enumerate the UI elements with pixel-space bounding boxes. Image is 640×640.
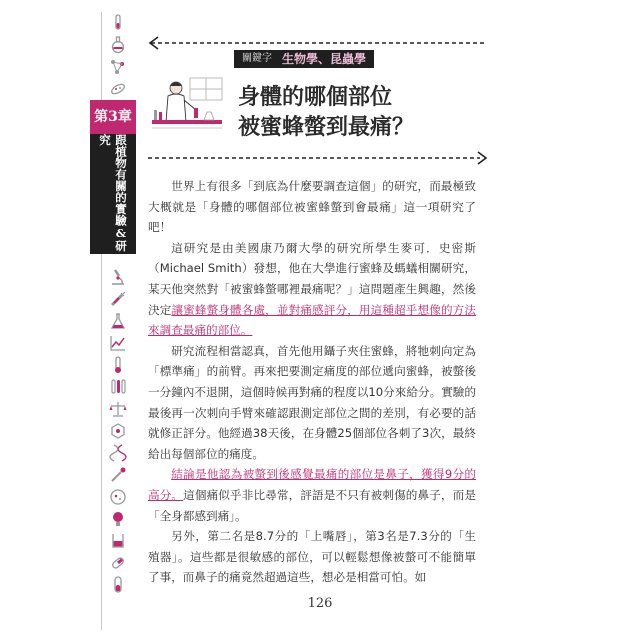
pipette-icon (109, 466, 127, 484)
top-arrow-divider (148, 36, 488, 50)
paragraph: 世界上有很多「到底為什麼要調查這個」的研究，而最極致大概就是「身體的哪個部位被蜜蜂螫到會最痛」這一項研究了吧！ (148, 179, 476, 235)
dna-icon (109, 444, 127, 462)
bottom-arrow-divider (146, 151, 488, 165)
highlighted-text: 讓蜜蜂螫身體各處，並對痛感評分，用這種超乎想像的方法來調查最痛的部位。 (148, 302, 476, 338)
page-number: 126 (307, 596, 333, 611)
paragraph: 研究流程相當認真，首先他用鑷子夾住蜜蜂，將牠刺向定為「標準痛」的前臂。再來把要測定痛度的部位遞向蜜蜂，被螫後一分鐘內不退開，這個時候再對痛的程度以10分來給分。實驗的最後再一次刺向手臂來確認跟測定部位之間的差別，有必要的話就修正評分。他經過38天後，在身體25個部位各刺了3次，最終給出每個部位的痛度。 (148, 343, 476, 461)
microscope-icon (109, 268, 127, 286)
syringe-icon (109, 290, 127, 308)
test-tube-icon (109, 576, 127, 594)
keyword-box (234, 50, 374, 68)
article-body (148, 176, 476, 588)
paragraph: 另外，第二名是8.7分的「上嘴唇」，第3名是7.3分的「生殖器」。這些都是很敏感的部位，可以輕鬆想像被螫可不能簡單了事，而鼻子的痛竟然超過這些，想必是相當可怕。如 (148, 529, 476, 585)
chapter-label: 第3章 (90, 100, 136, 134)
flask-icon (109, 36, 127, 54)
molecule-icon (109, 58, 127, 76)
keyword-value: 生物學、昆蟲學 (282, 52, 367, 66)
beaker-icon (109, 532, 127, 550)
scale-icon (109, 400, 127, 418)
highlighted-text: 結論是他認為被螫到後感覺最痛的部位是鼻子，獲得9分的高分。 (148, 467, 476, 502)
scientist-illustration (146, 76, 226, 138)
title-line-2: 被蜜蜂螫到最痛？ (238, 114, 415, 140)
test-tube-icon (109, 14, 127, 32)
molecule-icon (109, 422, 127, 440)
pill-icon (109, 554, 127, 572)
chapter-title: 跟植物有關的實驗&研究 (90, 134, 136, 254)
paragraph: 結論是他認為被螫到後感覺最痛的部位是鼻子，獲得9分的高分。這個痛似乎非比尋常，評語是不只有被刺傷的鼻子，而是「全身都感到痛」。 (148, 467, 476, 523)
flask-icon (109, 312, 127, 330)
article-title (238, 82, 438, 142)
bulb-icon (109, 510, 127, 528)
title-line-1: 身體的哪個部位 (238, 84, 393, 110)
thermometer-icon (109, 356, 127, 374)
keyword-label: 關鍵字 (242, 53, 272, 64)
petri-dish-icon (109, 488, 127, 506)
line-chart-icon (109, 334, 127, 352)
test-tubes-icon (109, 378, 127, 396)
paragraph: 這研究是由美國康乃爾大學的研究所學生麥可．史密斯（Michael Smith）發想，他在大學進行蜜蜂及螞蟻相關研究，某天他突然對「被蜜蜂螫哪裡最痛呢？」這問題產生興趣，然後決定讓蜜蜂螫身體各處，並對痛感評分，用這種超乎想像的方法來調查最痛的部位。 (148, 240, 476, 338)
bacteria-icon (109, 80, 127, 98)
